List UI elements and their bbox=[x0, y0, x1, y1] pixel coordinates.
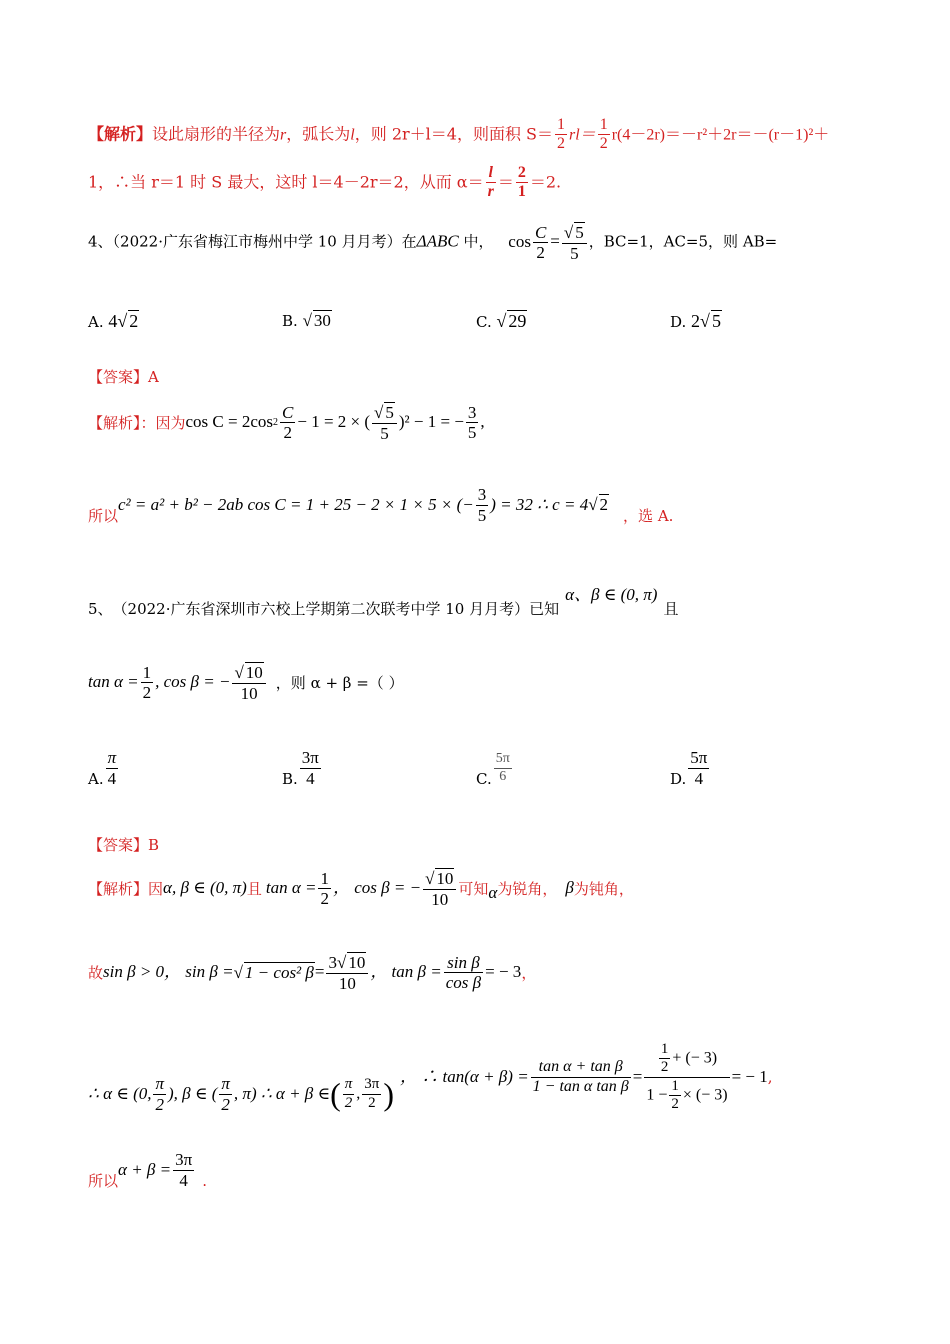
fraction: $\frac{l}{r}$ bbox=[487, 164, 494, 201]
analysis-q3-line1: 【解析】设此扇形的半径为r，弧长为l，则 2r＋l＝4，则面积 S＝ $\frac{1}{2}$ rl＝ $\frac{1}{2}$ r(4－2r)＝－r²＋2r＝－(r－1)²＋ bbox=[88, 116, 830, 153]
fraction: $\frac{1}{2}$ bbox=[320, 868, 329, 909]
fraction: $\frac{\pi}{2}$ bbox=[155, 1074, 165, 1114]
option-a[interactable]: A. $\frac{\pi}{4}$ bbox=[88, 748, 117, 789]
option-b[interactable]: B. $\frac{3\pi}{4}$ bbox=[282, 748, 319, 789]
option-c[interactable]: C. $\frac{5\pi}{6}$ bbox=[476, 751, 510, 788]
option-a[interactable]: A. 4√ 2 bbox=[88, 311, 139, 331]
option-d[interactable]: D. 2√ 5 bbox=[670, 311, 721, 331]
option-c[interactable]: C. √ 29 bbox=[476, 311, 527, 331]
fraction: $\frac{√ 5}{5}$ bbox=[562, 222, 587, 263]
fraction: $\frac{3\pi}{2}$ bbox=[364, 1076, 380, 1111]
fraction: $\frac{C}{2}$ bbox=[534, 222, 547, 263]
fraction: $\frac{\pi}{2}$ bbox=[221, 1074, 230, 1114]
fraction: $\frac{\pi}{2}$ bbox=[344, 1076, 353, 1111]
fraction: $\frac{√ 10}{10}$ bbox=[423, 868, 456, 909]
question-5-condition: tan α = $\frac{1}{2}$ , cos β = − $\frac{√ 10}{10}$ ，则 α + β =（ ） bbox=[88, 662, 404, 703]
option-d[interactable]: D. $\frac{5\pi}{4}$ bbox=[670, 748, 708, 789]
fraction: $\frac{√ 10}{10}$ bbox=[232, 662, 265, 703]
question-number: 4、 bbox=[88, 232, 113, 251]
question-4: 4、（2022·广东省梅江市梅州中学 10 月月考）在ΔABC 中， cos $\frac{C}{2}$ = $\frac{√ 5}{5}$ ，BC=1，AC=5，则 AB= bbox=[88, 222, 778, 263]
fraction: $\frac{3}{5}$ bbox=[477, 485, 487, 525]
fraction: $\frac{C}{2}$ bbox=[282, 402, 294, 443]
fraction: $\frac{3\pi}{4}$ bbox=[301, 748, 319, 788]
fraction: $\frac{3√ 10}{10}$ bbox=[326, 952, 368, 993]
solution-q5-line2: 故 sin β > 0 ， sin β = √ 1 − cos² β = $\frac{3√ 10}{10}$ ， tan β = $\frac{\text{sin β}}{\text{cos β}}$ = − 3 ， bbox=[88, 952, 537, 993]
fraction: $\frac{5\pi}{4}$ bbox=[690, 748, 708, 788]
fraction: $\frac{\text{sin β}}{\text{cos β}}$ bbox=[445, 952, 482, 993]
fraction: $\frac{\text{tan α + tan β}}{\text{1 − tan α tan β}}$ bbox=[532, 1058, 629, 1095]
question-number: 5、 bbox=[88, 600, 113, 618]
answer-q5: 【答案】B bbox=[88, 836, 160, 854]
fraction: $\frac{5\pi}{6}$ bbox=[495, 751, 510, 784]
fraction: $\frac{1}{2}$ bbox=[557, 116, 565, 153]
solution-q5-line3: ∴ α ∈ (0, $\frac{\pi}{2}$ ), β ∈ ( $\frac{\pi}{2}$ , π) ∴ α + β ∈ ( $\frac{\pi}{2}$ , $\frac{3\pi}{2}$ ) ， ∴ tan(α + β) = $\frac{\text{tan α + tan β}}{\text{1 − tan α tan β}}$ = $\frac{1}{2}$ + (− 3) 1 − $\frac{1}{2}$ × (− 3) = − 1 , bbox=[88, 1041, 773, 1114]
analysis-tag: 【解析】 bbox=[88, 124, 153, 144]
solution-q4-line1: 【解析】：因为 cos C = 2cos 2 $\frac{C}{2}$ − 1 = 2 × ( $\frac{√ 5}{5}$ )² − 1 = − $\frac{3}{5}$ , bbox=[88, 402, 485, 443]
option-b[interactable]: B. √ 30 bbox=[282, 311, 331, 330]
analysis-q3-line2: 1，∴当 r＝1 时 S 最大，这时 l＝4－2r＝2，从而 α＝ $\frac{l}{r}$ ＝ $\frac{2}{1}$ ＝2. bbox=[88, 164, 562, 201]
solution-q5-line4: 所以 α + β = $\frac{3\pi}{4}$ . bbox=[88, 1150, 207, 1191]
solution-q4-line2: 所以 c² = a² + b² − 2ab cos C = 1 + 25 − 2 × 1 × 5 × (− $\frac{3}{5}$ ) = 32 ∴ c = 4 √ 2 ，选 A. bbox=[88, 485, 674, 526]
question-5: 5、 （2022·广东省深圳市六校上学期第二次联考中学 10 月月考）已知 α、β ∈ (0, π) 且 bbox=[88, 584, 679, 618]
answer-q4: 【答案】A bbox=[88, 368, 159, 386]
solution-q5-line1: 【解析】因 α, β ∈ (0, π) 且 tan α = $\frac{1}{2}$ ， cos β = − $\frac{√ 10}{10}$ 可知 α 为锐角， β 为钝角， bbox=[88, 868, 634, 909]
fraction: $\frac{\pi}{4}$ bbox=[107, 748, 117, 788]
fraction: $\frac{1}{2}$ bbox=[599, 116, 608, 153]
fraction: $\frac{3\pi}{4}$ bbox=[175, 1150, 193, 1190]
fraction: $\frac{2}{1}$ bbox=[517, 164, 526, 201]
fraction: $\frac{1}{2}$ + (− 3) 1 − $\frac{1}{2}$ × (− 3) bbox=[646, 1041, 728, 1112]
fraction: $\frac{3}{5}$ bbox=[467, 402, 477, 443]
fraction: $\frac{√ 5}{5}$ bbox=[372, 402, 397, 443]
fraction: $\frac{1}{2}$ bbox=[142, 662, 152, 703]
